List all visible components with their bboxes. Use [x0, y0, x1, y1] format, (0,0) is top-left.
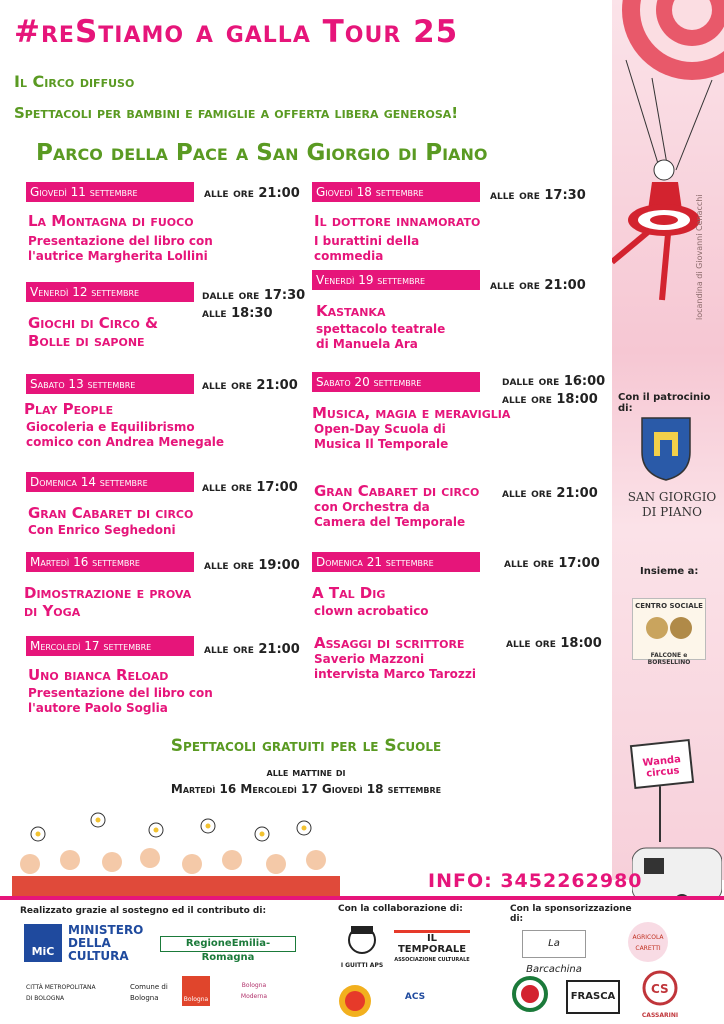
citta-metropolitana-logo: CITTÀ METROPOLITANA DI BOLOGNA — [26, 984, 96, 1002]
illustration-credit: locandina di Giovanni Cenacchi — [695, 194, 704, 320]
cassarini-mark-icon — [640, 970, 680, 1006]
schools-when: alle mattine di — [266, 766, 346, 779]
comune-bologna-logo: Comune di Bologna — [130, 983, 168, 1002]
event-time: alle ore 17:30 — [490, 188, 586, 203]
cassarini-name: CASSARINI — [641, 1012, 679, 1019]
event-title: Il dottore innamorato — [314, 212, 481, 230]
clown-face-icon — [347, 924, 377, 956]
balloon-acrobat-illustration — [612, 0, 724, 380]
info-phone: INFO: 3452262980 — [428, 870, 643, 892]
guitti-name: I GUITTI APS — [340, 962, 384, 969]
event-desc: con Orchestra da Camera del Temporale — [314, 500, 466, 529]
support-label: Realizzato grazie al sostegno ed il contributo di: — [20, 906, 267, 916]
circle-badge-logo — [338, 984, 372, 1018]
centro-title: CENTRO SOCIALE — [635, 602, 703, 610]
event-desc: Saverio Mazzoni intervista Marco Tarozzi — [314, 652, 477, 681]
agricola-caretti-logo: AGRICOLA CARETTI — [628, 922, 668, 962]
event-title: Uno bianca Reload — [28, 666, 169, 684]
event-desc: Open-Day Scuola di Musica Il Temporale — [314, 422, 449, 451]
event-title: A Tal Dig — [312, 584, 386, 602]
event-time: alle ore 21:00 — [202, 378, 298, 393]
event-desc: Con Enrico Seghedoni — [28, 523, 176, 537]
acs-logo: ACS — [404, 992, 426, 1002]
temporale-sub: ASSOCIAZIONE CULTURALE — [394, 957, 470, 963]
cassarini-logo — [638, 970, 682, 1021]
temporale-name: IL TEMPORALE — [397, 933, 467, 955]
event-title: Assaggi di scrittore — [314, 634, 465, 652]
schools-heading: Spettacoli gratuiti per le Scuole — [170, 736, 442, 756]
page-title: #reStiamo a galla Tour 25 — [14, 14, 459, 50]
mic-line2: DELLA — [68, 936, 111, 950]
caravan-icon — [632, 782, 722, 912]
mic-line1: MINISTERO — [68, 923, 144, 937]
event-desc: Presentazione del libro con l'autrice Margherita Lollini — [28, 234, 213, 263]
event-date: Domenica 14 settembre — [26, 472, 194, 492]
event-date: Venerdì 12 settembre — [26, 282, 194, 302]
patron-name: SAN GIORGIO DI PIANO — [627, 490, 717, 519]
event-title-line2: Bolle di sapone — [28, 332, 145, 350]
event-time: alle ore 21:00 — [204, 186, 300, 201]
event-title: Kastanka — [316, 302, 386, 320]
bologna-estate-logo: Bologna Estate — [182, 976, 210, 1006]
collab-label: Con la collaborazione di: — [338, 904, 463, 914]
sponsors-footer — [0, 896, 724, 1024]
schools-days: Martedì 16 Mercoledì 17 Giovedì 18 settembre — [170, 782, 442, 796]
barcachina-logo: La Barcachina — [522, 930, 586, 958]
event-title: La Montagna di fuoco — [28, 212, 194, 230]
event-time: alle ore 21:00 — [502, 486, 598, 501]
temporale-logo — [394, 930, 470, 963]
svg-text:CS: CS — [651, 982, 669, 996]
event-date: Venerdì 19 settembre — [312, 270, 480, 290]
tricolor-circle-logo — [512, 976, 548, 1012]
frasca-logo: FRASCA — [566, 980, 620, 1014]
portrait-icon — [633, 610, 705, 648]
sponsor-label: Con la sponsorizzazione di: — [510, 904, 632, 924]
event-time: alle ore 18:00 — [506, 636, 602, 651]
event-title: Gran Cabaret di circo — [314, 482, 480, 500]
tagline: Spettacoli per bambini e famiglie a offerta libera generosa! — [14, 104, 459, 122]
event-time: alle ore 21:00 — [490, 278, 586, 293]
event-title: Gran Cabaret di circo — [28, 504, 194, 522]
guitti-logo — [340, 924, 384, 971]
event-date: Domenica 21 settembre — [312, 552, 480, 572]
event-title: Giochi di Circo & — [28, 314, 159, 332]
event-date: Martedì 16 settembre — [26, 552, 194, 572]
event-date: Giovedì 18 settembre — [312, 182, 480, 202]
event-title: Musica, magia e meraviglia — [312, 404, 511, 422]
event-desc: I burattini della commedia — [314, 234, 420, 263]
event-time-end: alle ore 18:00 — [502, 392, 598, 407]
event-time: alle ore 21:00 — [204, 642, 300, 657]
event-time: alle ore 17:00 — [202, 480, 298, 495]
wanda-sign: Wanda circus — [630, 739, 694, 789]
event-desc: spettacolo teatrale di Manuela Ara — [316, 322, 446, 351]
mic-line3: CULTURA — [68, 949, 129, 963]
event-desc: Giocoleria e Equilibrismo comico con Andrea Menegale — [26, 420, 225, 449]
event-title-line2: di Yoga — [24, 602, 81, 620]
event-desc: clown acrobatico — [314, 604, 429, 618]
event-date: Sabato 13 settembre — [26, 374, 194, 394]
centro-sub: FALCONE e BORSELLINO — [647, 652, 691, 666]
event-date: Sabato 20 settembre — [312, 372, 480, 392]
ministero-cultura-logo — [24, 924, 154, 964]
together-label: Insieme a: — [640, 566, 699, 577]
venue-heading: Parco della Pace a San Giorgio di Piano — [36, 140, 488, 166]
event-title: Play People — [24, 400, 114, 418]
patronage-label: Con il patrocinio di: — [618, 392, 711, 414]
event-date: Giovedì 11 settembre — [26, 182, 194, 202]
mic-abbr: MiC — [24, 924, 62, 962]
event-time: alle ore 17:00 — [504, 556, 600, 571]
children-flowers-illustration — [0, 800, 340, 896]
event-title: Dimostrazione e prova — [24, 584, 192, 602]
event-time: alle ore 19:00 — [204, 558, 300, 573]
event-date: Mercoledì 17 settembre — [26, 636, 194, 656]
event-desc: Presentazione del libro con l'autore Paolo Soglia — [28, 686, 213, 715]
event-time: dalle ore 16:00 — [502, 374, 606, 389]
centro-sociale-logo — [632, 598, 706, 666]
event-time: dalle ore 17:30 — [202, 288, 306, 303]
subtitle: Il Circo diffuso — [14, 72, 135, 91]
bologna-moderna-logo: Bologna Moderna — [240, 982, 268, 1000]
municipal-crest-icon — [636, 412, 696, 482]
regione-emilia-romagna-logo: RegioneEmilia-Romagna — [160, 936, 296, 952]
wanda-circus-logo — [632, 742, 722, 916]
event-time-end: alle 18:30 — [202, 306, 273, 321]
